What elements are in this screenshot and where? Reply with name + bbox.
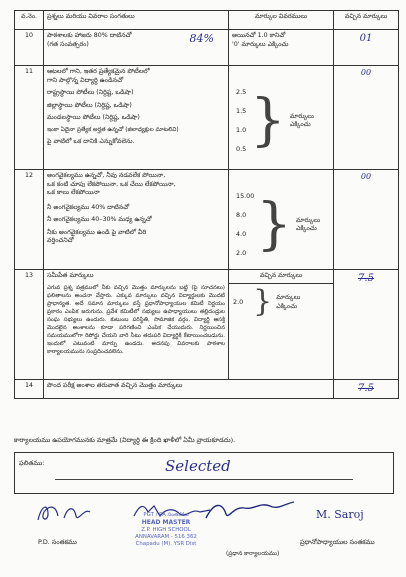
row-no: 14: [15, 380, 44, 399]
table-row: [15, 66, 399, 170]
row-no: 11: [15, 66, 44, 170]
table-row: [15, 270, 399, 380]
desc-line: రాష్ట్రస్థాయి పోటీలు (నిర్దిష్ట, ఒడిషా): [47, 89, 134, 96]
brace-icon: }: [250, 88, 286, 154]
stamp-line: ANNAVARAM - 516 362: [135, 533, 197, 540]
row-marks: 00: [334, 170, 399, 270]
desc-line: ఇంకా ఏదైనా ప్రత్యేక అర్హత ఉన్నచో (జిలాధ్యక్షుల మాటలివి): [47, 126, 179, 133]
result-line: [55, 479, 353, 480]
row-cond: [229, 30, 334, 66]
mark-value: 8.0: [236, 211, 247, 220]
table-header: [15, 11, 399, 30]
principal-signature-label: ప్రధానోపాధ్యాయుల సంతకము: [300, 538, 375, 546]
row-cond: [229, 66, 334, 170]
marks-label-line: ఎక్కించు: [289, 121, 311, 128]
header-marks: వచ్చిన మార్కులు: [334, 11, 399, 30]
cond-subheader: వచ్చిన మార్కులు: [229, 270, 333, 284]
mark-value: 1.5: [236, 107, 247, 116]
school-stamp: [130, 512, 202, 564]
hm-signature: [200, 496, 300, 526]
header-cond: మార్కుల వివరములు: [229, 11, 334, 30]
row-no: 10: [15, 30, 44, 66]
desc-line: (గత సంవత్సరం): [47, 40, 89, 48]
desc-line: జిల్లాస్థాయి పోటీలు (నిర్దిష్ట, ఒడిషా): [47, 101, 132, 109]
desc-line: ఒక కంటి చూపు లేకపోయినా, ఒక చేయి లేకపోయినా,: [47, 180, 176, 188]
table-row: [15, 170, 399, 270]
office-use-note: కార్యాలయము ఉపయోగమునకు మాత్రమే (విద్యార్థి ఈ క్రింది ఖాళీలో ఏమీ వ్రాయకూడదు).: [14, 436, 236, 444]
attendance-value: 84%: [189, 32, 214, 45]
marks-label: [292, 190, 320, 260]
stamp-line: Chapadu (M), YSR Dist: [135, 540, 197, 547]
desc-line: పాఠశాలకు హాజరు 80% దాటినచో: [47, 32, 132, 39]
brace-icon: }: [256, 192, 292, 258]
marks-scale: [232, 190, 330, 260]
mark-value: 1.0: [236, 126, 247, 135]
row-cond: [229, 170, 334, 270]
row-desc: [44, 30, 229, 66]
marks-label-line: మార్కులు: [295, 216, 321, 224]
marks-label: [286, 86, 314, 156]
marks-scale: [229, 284, 333, 320]
marks-label-line: మార్కులు: [289, 112, 314, 120]
desc-line: నీ అంగవైకల్యము 40–30% మధ్య ఉన్నచో: [47, 216, 152, 223]
row-desc: [44, 170, 229, 270]
desc-line: పై వాటిలో ఒక దానికి ఎన్నుకోవలెను.: [47, 138, 135, 146]
marks-values: [232, 86, 246, 156]
brace-icon: }: [253, 284, 273, 320]
mark-value: 2.0: [236, 249, 247, 258]
mark-value: 2.0: [233, 298, 244, 307]
mark-value: 15.00: [236, 192, 255, 200]
row-desc: [44, 270, 229, 380]
desc-paragraph: ఎగువ ప్రశ్న పత్రములో నీకు వచ్చిన మొత్తం మార్కులను బట్టి (పై సూచనలు) ఫలితాలను అంచనా వేస్తారు. ఎక్కువ మార్కులు వచ్చిన విద్యార్థులకు మొదటి ప్రాధాన్యత. అదే సమాన మార్కులు వస్తే ప్రధానోపాధ్యాయుల కమిటీ నిర్ణయం ప్రకారం ఎంపిక జరుగును. ప్రవేశ కమిటీలో సభ్యులు ఉపాధ్యాయులు తల్లిదండ్రుల సంఘ సభ్యులు ఉందురు. కుటుంబ పరిస్థితి, సామాజిక వర్గం, విద్యార్థి ఆసక్తి మొదలైన అంశాలను కూడా పరిగణించి ఎంపిక చేయుదురు. నిర్ణయించిన సమయములోగా రిపోర్టు చేయని వారి సీటు తదుపరి విద్యార్థికి కేటాయించబడును. ఇందులో ఎటువంటి మార్పు ఉండదు. అదనపు వివరాలకు పాఠశాల కార్యాలయమును సంప్రదించవలెను.: [47, 284, 225, 356]
row-marks: 00: [334, 66, 399, 170]
desc-line: పొంద పరీక్ష అంశాల తరువాత వచ్చిన మొత్తం మార్కులు: [47, 382, 183, 389]
result-value: Selected: [165, 457, 231, 475]
marks-scale: [232, 86, 330, 156]
mark-value: 4.0: [236, 230, 247, 239]
desc-line: ఒక కాలు లేకపోయినా: [47, 189, 100, 196]
desc-line: గాని పాల్గొన్న విద్యార్థి ఉండినచో: [47, 76, 124, 84]
result-box: [14, 452, 394, 494]
row-desc: [44, 66, 229, 170]
row-no: 13: [15, 270, 44, 380]
desc-line: నీ అంగవైకల్యము 40% దాటినచో: [47, 203, 130, 211]
marks-table: [14, 10, 399, 399]
stamp-middle-label: PGT / PA సంతకము: [143, 512, 189, 518]
desc-line: వర్తించనిచో: [47, 237, 74, 244]
row-no: 12: [15, 170, 44, 270]
desc-title: సమీపేత మార్కులు: [47, 272, 94, 279]
mark-value: 0.5: [236, 145, 247, 154]
cond-line: '0' మార్కులు ఎక్కించు: [232, 40, 289, 48]
mark-value: 2.5: [236, 88, 247, 96]
desc-line: అంగవైకల్యము ఉన్నచో, నీవు నడవలేక పోయినా,: [47, 172, 166, 179]
principal-title: (ప్రధాన కార్యాలయము): [226, 551, 280, 557]
cond-line: అయినచో 1.0 కాని‌చో: [232, 32, 286, 39]
marks-label-line: ఎక్కించు: [276, 302, 298, 310]
pd-signature-label: P.D. సంతకము: [38, 538, 77, 546]
desc-line: మండలస్థాయి పోటీలు (నిర్దిష్ట, ఒడిషా): [47, 114, 140, 121]
result-label: ఫలితము:: [19, 459, 45, 467]
row-marks: 01: [334, 30, 399, 66]
stamp-line: Z.P. HIGH SCHOOL: [141, 526, 191, 533]
marks-label-line: మార్కులు: [276, 294, 301, 301]
marks-values: [229, 288, 243, 318]
table-row: [15, 380, 399, 399]
row-desc: [44, 380, 334, 399]
desc-line: నీకు అంగవైకల్యము ఉండి పై వాటిలో వీరి: [47, 228, 147, 236]
desc-line: ఆటలలో గాని, ఇతర ప్రత్యేకమైన పోటీలలో: [47, 68, 150, 75]
row-marks: 7.5: [334, 270, 399, 380]
header-desc: ప్రశ్నలు మరియు వివరాల సంగతులు: [44, 11, 229, 30]
stamp-line: HEAD MASTER: [141, 519, 191, 527]
marks-label: [272, 288, 300, 318]
marks-values: [232, 190, 254, 260]
row-cond: [229, 270, 334, 380]
row-marks: 7.5: [334, 380, 399, 399]
marks-label-line: ఎక్కించు: [295, 225, 317, 232]
principal-name: M. Saroj: [316, 508, 364, 521]
table-row: [15, 30, 399, 66]
header-no: వ.నెం.: [15, 11, 44, 30]
pd-signature: [34, 500, 98, 526]
